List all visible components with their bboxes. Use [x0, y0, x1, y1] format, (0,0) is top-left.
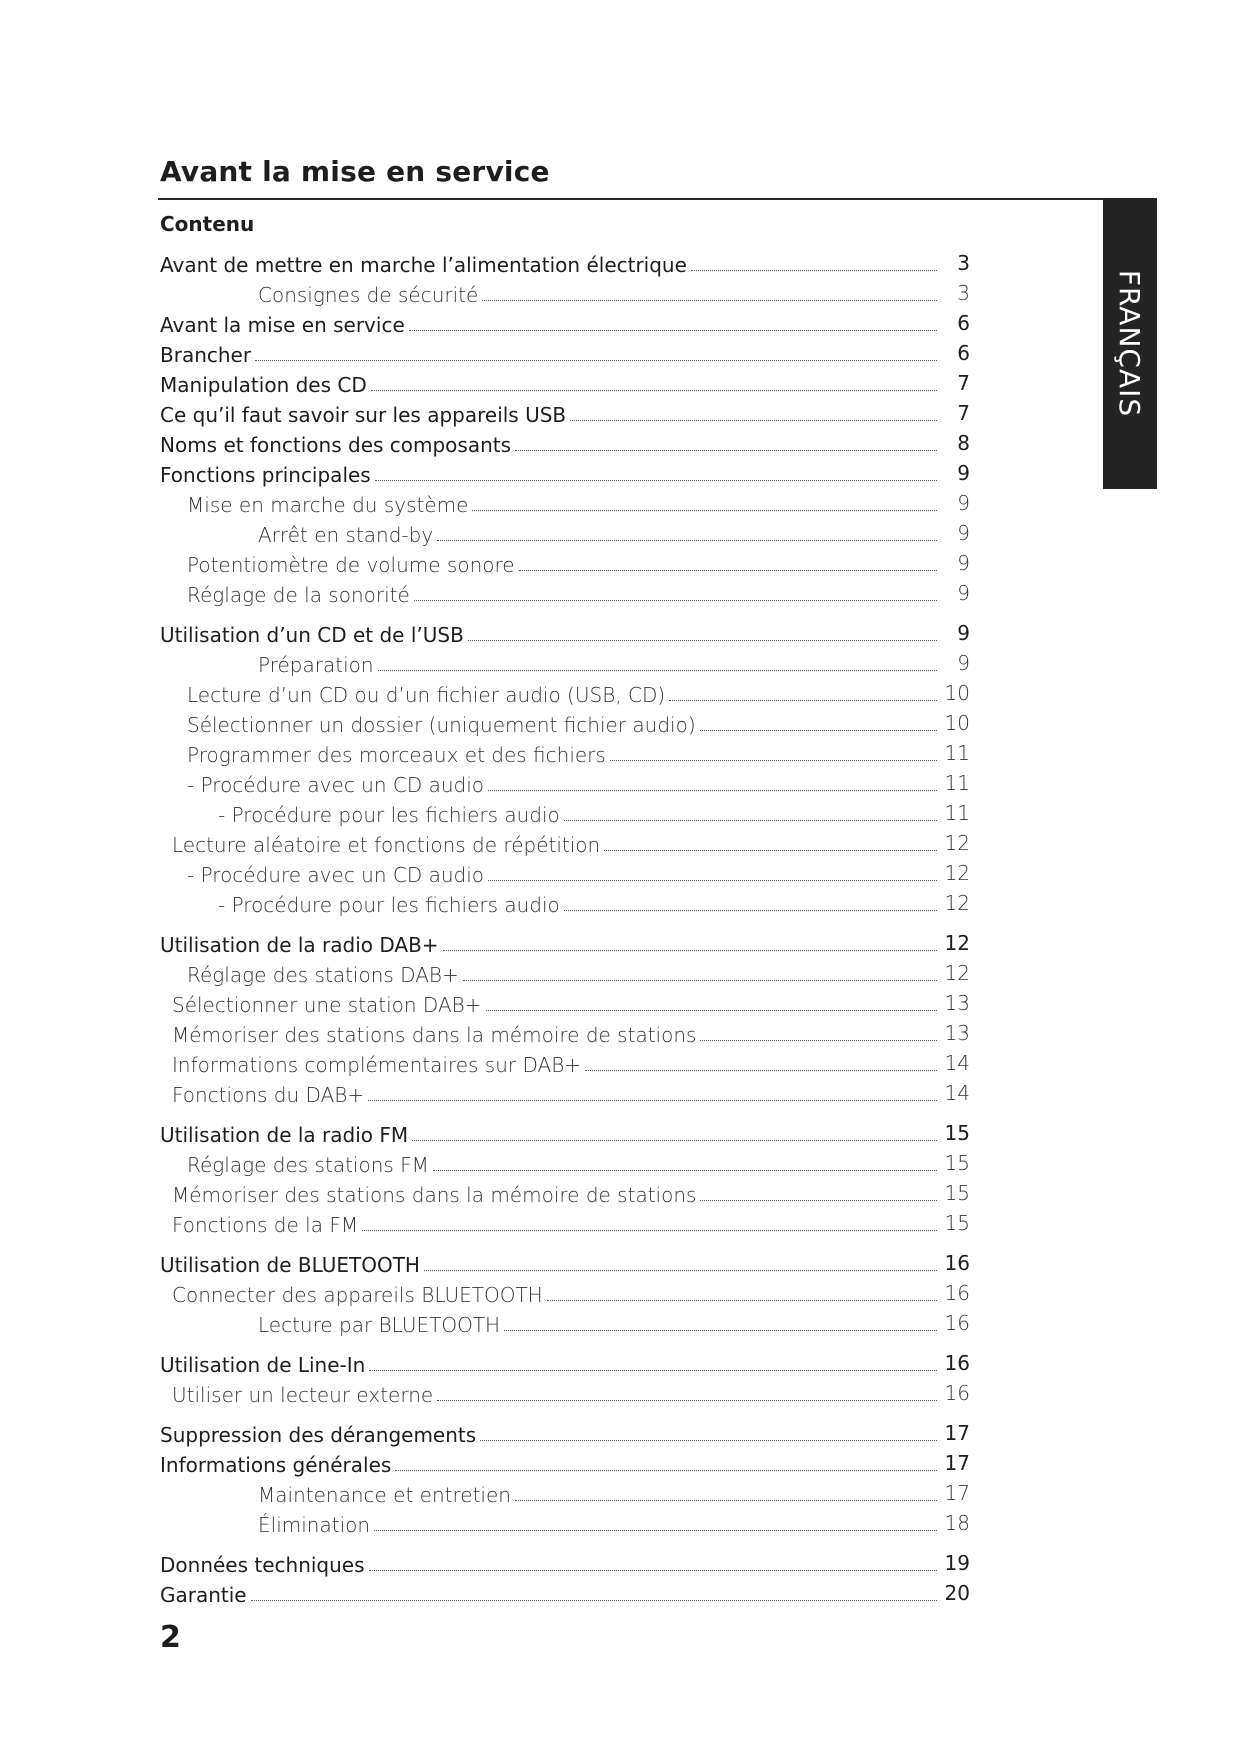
dot-leader [515, 450, 937, 451]
toc-entry-page: 20 [944, 1581, 970, 1605]
toc-entry-label: Noms et fonctions des composants [160, 433, 512, 457]
toc-entry-label: Mémoriser des stations dans la mémoire de stations [172, 1183, 697, 1207]
toc-entry-page: 10 [944, 711, 970, 735]
toc-entry [160, 427, 970, 457]
dot-leader [669, 700, 937, 701]
toc-entry-label: Ce qu’il faut savoir sur les appareils USB [160, 403, 567, 427]
dot-leader [362, 1230, 937, 1231]
toc-entry-page: 17 [944, 1451, 970, 1475]
toc-entry [160, 1547, 970, 1577]
toc-entry-label: Réglage des stations DAB+ [187, 963, 459, 987]
toc-entry [160, 367, 970, 397]
dot-leader [433, 1170, 937, 1171]
toc-entry-page: 10 [944, 681, 970, 705]
dot-leader [519, 570, 937, 571]
dot-leader [700, 1200, 937, 1201]
toc-entry-page: 9 [957, 551, 970, 575]
dot-leader [700, 1040, 937, 1041]
dot-leader [504, 1330, 937, 1331]
dot-leader [700, 730, 937, 731]
dot-leader [482, 300, 937, 301]
toc-entry-page: 9 [957, 581, 970, 605]
toc-entry-label: Élimination [258, 1513, 371, 1537]
dot-leader [585, 1070, 937, 1071]
toc-entry-label: Fonctions de la FM [172, 1213, 359, 1237]
toc-entry-label: - Procédure pour les fichiers audio [218, 803, 560, 827]
toc-entry [160, 767, 970, 797]
toc-entry-label: Avant de mettre en marche l’alimentation électrique [160, 253, 687, 277]
toc-entry-page: 13 [944, 991, 970, 1015]
toc-entry [160, 1447, 970, 1477]
toc-entry-page: 12 [944, 861, 970, 885]
toc-entry-page: 18 [944, 1511, 970, 1535]
toc-entry [160, 1117, 970, 1147]
toc-entry-label: Utilisation de la radio DAB+ [160, 933, 439, 957]
toc-entry-page: 6 [957, 311, 970, 335]
toc-entry [160, 517, 970, 547]
toc-entry [160, 1307, 970, 1337]
toc-entry-label: Données techniques [160, 1553, 365, 1577]
dot-leader [488, 880, 937, 881]
toc-entry [160, 1477, 970, 1507]
toc-entry-label: Lecture aléatoire et fonctions de répétition [172, 833, 601, 857]
toc-entry [160, 457, 970, 487]
toc-entry-page: 3 [957, 281, 970, 305]
toc-entry [160, 1047, 970, 1077]
page-title: Avant la mise en service [160, 155, 550, 188]
toc-entry-label: Lecture d’un CD ou d’un fichier audio (USB, CD) [187, 683, 666, 707]
toc-entry-page: 12 [944, 931, 970, 955]
toc-entry-label: Utilisation de BLUETOOTH [160, 1253, 420, 1277]
toc-entry-page: 7 [957, 401, 970, 425]
toc-entry [160, 707, 970, 737]
toc-entry-label: Réglage de la sonorité [187, 583, 410, 607]
toc-entry-label: Mémoriser des stations dans la mémoire de stations [172, 1023, 697, 1047]
toc-entry [160, 1077, 970, 1107]
dot-leader [488, 790, 937, 791]
toc-entry-label: Connecter des appareils BLUETOOTH [172, 1283, 543, 1307]
toc-entry-label: - Procédure avec un CD audio [187, 863, 485, 887]
toc-entry-page: 16 [944, 1351, 970, 1375]
toc-entry-page: 12 [944, 961, 970, 985]
toc-entry [160, 827, 970, 857]
toc-entry-label: Suppression des dérangements [160, 1423, 477, 1447]
toc-entry [160, 737, 970, 767]
toc-entry-label: Préparation [258, 653, 374, 677]
toc-entry-label: Fonctions principales [160, 463, 371, 487]
toc-entry-page: 14 [944, 1081, 970, 1105]
dot-leader [374, 1530, 937, 1531]
toc-entry-label: Arrêt en stand-by [258, 523, 434, 547]
toc-entry-page: 16 [944, 1311, 970, 1335]
toc-entry-label: Avant la mise en service [160, 313, 405, 337]
toc-entry-label: - Procédure avec un CD audio [187, 773, 485, 797]
dot-leader [472, 510, 937, 511]
dot-leader [251, 1600, 937, 1601]
dot-leader [437, 540, 937, 541]
toc-entry-page: 16 [944, 1381, 970, 1405]
toc-entry [160, 1017, 970, 1047]
toc-entry-page: 9 [957, 461, 970, 485]
toc-entry-label: Fonctions du DAB+ [172, 1083, 365, 1107]
toc-entry [160, 1177, 970, 1207]
toc-entry [160, 797, 970, 827]
toc-entry-page: 8 [957, 431, 970, 455]
toc-entry-label: Utiliser un lecteur externe [172, 1383, 434, 1407]
dot-leader [547, 1300, 937, 1301]
toc-entry [160, 1277, 970, 1307]
toc-entry-page: 9 [957, 621, 970, 645]
toc-entry-label: Mise en marche du système [187, 493, 469, 517]
toc-entry [160, 1417, 970, 1447]
toc-entry-page: 9 [957, 521, 970, 545]
dot-leader [371, 390, 937, 391]
toc-entry-page: 14 [944, 1051, 970, 1075]
dot-leader [414, 600, 937, 601]
toc-entry [160, 987, 970, 1017]
toc-entry-page: 12 [944, 891, 970, 915]
toc-entry [160, 957, 970, 987]
toc-entry-label: Consignes de sécurité [258, 283, 479, 307]
toc-entry [160, 337, 970, 367]
dot-leader [368, 1100, 937, 1101]
toc-entry [160, 1577, 970, 1607]
dot-leader [570, 420, 937, 421]
toc-entry [160, 1207, 970, 1237]
toc-entry-label: Potentiomètre de volume sonore [187, 553, 515, 577]
toc-entry-label: Utilisation de la radio FM [160, 1123, 409, 1147]
language-tab-label: FRANÇAIS [1113, 269, 1147, 418]
toc-entry-page: 7 [957, 371, 970, 395]
toc-entry [160, 857, 970, 887]
dot-leader [610, 760, 937, 761]
language-tab [1103, 198, 1157, 489]
toc-entry [160, 677, 970, 707]
toc-entry-label: Manipulation des CD [160, 373, 367, 397]
toc-entry-label: Garantie [160, 1583, 247, 1607]
toc-entry [160, 1147, 970, 1177]
toc-entry-page: 16 [944, 1281, 970, 1305]
toc-entry [160, 487, 970, 517]
toc-entry-label: Réglage des stations FM [187, 1153, 429, 1177]
dot-leader [369, 1370, 937, 1371]
table-of-contents [160, 247, 970, 1607]
toc-entry-page: 17 [944, 1481, 970, 1505]
toc-entry-label: Informations générales [160, 1453, 392, 1477]
toc-entry-page: 9 [957, 651, 970, 675]
toc-entry-label: Programmer des morceaux et des fichiers [187, 743, 606, 767]
toc-entry [160, 1507, 970, 1537]
toc-entry-label: Maintenance et entretien [258, 1483, 511, 1507]
toc-entry [160, 1247, 970, 1277]
toc-entry-label: Informations complémentaires sur DAB+ [172, 1053, 582, 1077]
dot-leader [424, 1270, 937, 1271]
dot-leader [468, 640, 937, 641]
dot-leader [604, 850, 937, 851]
dot-leader [564, 910, 937, 911]
toc-entry-page: 11 [944, 771, 970, 795]
toc-entry [160, 247, 970, 277]
dot-leader [409, 330, 937, 331]
dot-leader [395, 1470, 937, 1471]
toc-entry [160, 927, 970, 957]
toc-entry-page: 19 [944, 1551, 970, 1575]
toc-entry-page: 17 [944, 1421, 970, 1445]
toc-entry-page: 15 [944, 1181, 970, 1205]
toc-entry-label: Sélectionner un dossier (uniquement fichier audio) [187, 713, 696, 737]
toc-entry-page: 15 [944, 1121, 970, 1145]
dot-leader [255, 360, 937, 361]
toc-entry [160, 307, 970, 337]
toc-entry-page: 15 [944, 1151, 970, 1175]
toc-entry-page: 13 [944, 1021, 970, 1045]
toc-entry [160, 577, 970, 607]
toc-entry-page: 12 [944, 831, 970, 855]
dot-leader [443, 950, 937, 951]
toc-entry [160, 277, 970, 307]
toc-entry-label: Lecture par BLUETOOTH [258, 1313, 501, 1337]
toc-entry-page: 15 [944, 1211, 970, 1235]
toc-entry-label: Utilisation de Line-In [160, 1353, 366, 1377]
page-number: 2 [160, 1620, 181, 1655]
dot-leader [486, 1010, 937, 1011]
dot-leader [564, 820, 937, 821]
toc-entry-label: Utilisation d’un CD et de l’USB [160, 623, 464, 647]
title-divider [158, 198, 1103, 200]
toc-entry [160, 1347, 970, 1377]
dot-leader [412, 1140, 937, 1141]
toc-entry [160, 547, 970, 577]
toc-entry [160, 647, 970, 677]
toc-entry [160, 397, 970, 427]
toc-entry [160, 887, 970, 917]
dot-leader [480, 1440, 937, 1441]
toc-entry-label: Sélectionner une station DAB+ [172, 993, 482, 1017]
contents-heading: Contenu [160, 212, 255, 236]
toc-entry-page: 16 [944, 1251, 970, 1275]
toc-entry-page: 6 [957, 341, 970, 365]
dot-leader [369, 1570, 937, 1571]
dot-leader [691, 270, 937, 271]
dot-leader [378, 670, 937, 671]
toc-entry-label: Brancher [160, 343, 252, 367]
toc-entry [160, 617, 970, 647]
toc-entry-page: 11 [944, 741, 970, 765]
toc-entry-label: - Procédure pour les fichiers audio [218, 893, 560, 917]
dot-leader [463, 980, 937, 981]
dot-leader [375, 480, 937, 481]
dot-leader [437, 1400, 937, 1401]
toc-entry-page: 11 [944, 801, 970, 825]
toc-entry [160, 1377, 970, 1407]
toc-entry-page: 3 [957, 251, 970, 275]
dot-leader [515, 1500, 937, 1501]
toc-entry-page: 9 [957, 491, 970, 515]
